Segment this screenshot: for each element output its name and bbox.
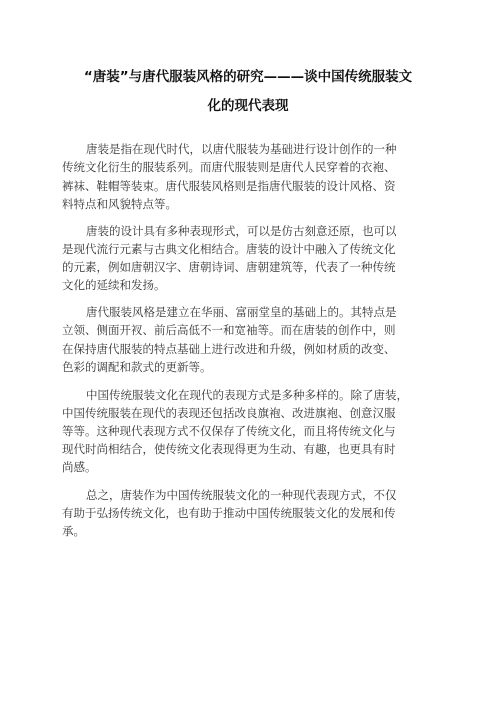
paragraph-line: 尚感。	[62, 460, 97, 474]
paragraph-line: 中国传统服装在现代的表现还包括改良旗袍、改进旗袍、创意汉服	[62, 406, 396, 420]
title-line-2: 化的现代表现	[207, 98, 289, 114]
paragraph-line: 在保持唐代服装的特点基础上进行改进和升级，例如材质的改变、	[62, 342, 396, 356]
paragraph-line: 总之，唐装作为中国传统服装文化的一种现代表现方式，不仅	[86, 488, 397, 502]
paragraph-line: 立领、侧面开衩、前后高低不一和宽袖等。而在唐装的创作中，则	[62, 323, 396, 337]
paragraph-line: 中国传统服装文化在现代的表现方式是多种多样的。除了唐装，	[86, 388, 408, 402]
paragraph-line: 唐代服装风格是建立在华丽、富丽堂皇的基础上的。其特点是	[86, 305, 397, 319]
paragraph-line: 是现代流行元素与古典文化相结合。唐装的设计中融入了传统文化	[62, 242, 396, 256]
paragraph-line: 传统文化衍生的服装系列。而唐代服装则是唐代人民穿着的衣袍、	[62, 160, 396, 174]
paragraph-line: 唐装的设计具有多种表现形式，可以是仿古刻意还原，也可以	[86, 224, 397, 238]
paragraph-line: 裤袜、鞋帽等装束。唐代服装风格则是指唐代服装的设计风格、资	[62, 179, 396, 193]
title-line-1: “唐装”与唐代服装风格的研究———谈中国传统服装文	[83, 69, 413, 85]
paragraph-line: 有助于弘扬传统文化，也有助于推动中国传统服装文化的发展和传	[62, 506, 396, 520]
paragraph-line: 色彩的调配和款式的更新等。	[62, 360, 212, 374]
paragraph-line: 唐装是指在现代时代，以唐代服装为基础进行设计创作的一种	[86, 142, 397, 156]
paragraph-line: 的元素，例如唐朝汉字、唐朝诗词、唐朝建筑等，代表了一种传统	[62, 260, 396, 274]
paragraph-line: 承。	[62, 524, 85, 538]
paragraph-line: 等等。这种现代表现方式不仅保存了传统文化，而且将传统文化与	[62, 424, 396, 438]
paragraph-line: 料特点和风貌特点等。	[62, 197, 177, 211]
paragraph-line: 现代时尚相结合，使传统文化表现得更为生动、有趣，也更具有时	[62, 442, 396, 456]
paragraph-line: 文化的延续和发扬。	[62, 278, 166, 292]
